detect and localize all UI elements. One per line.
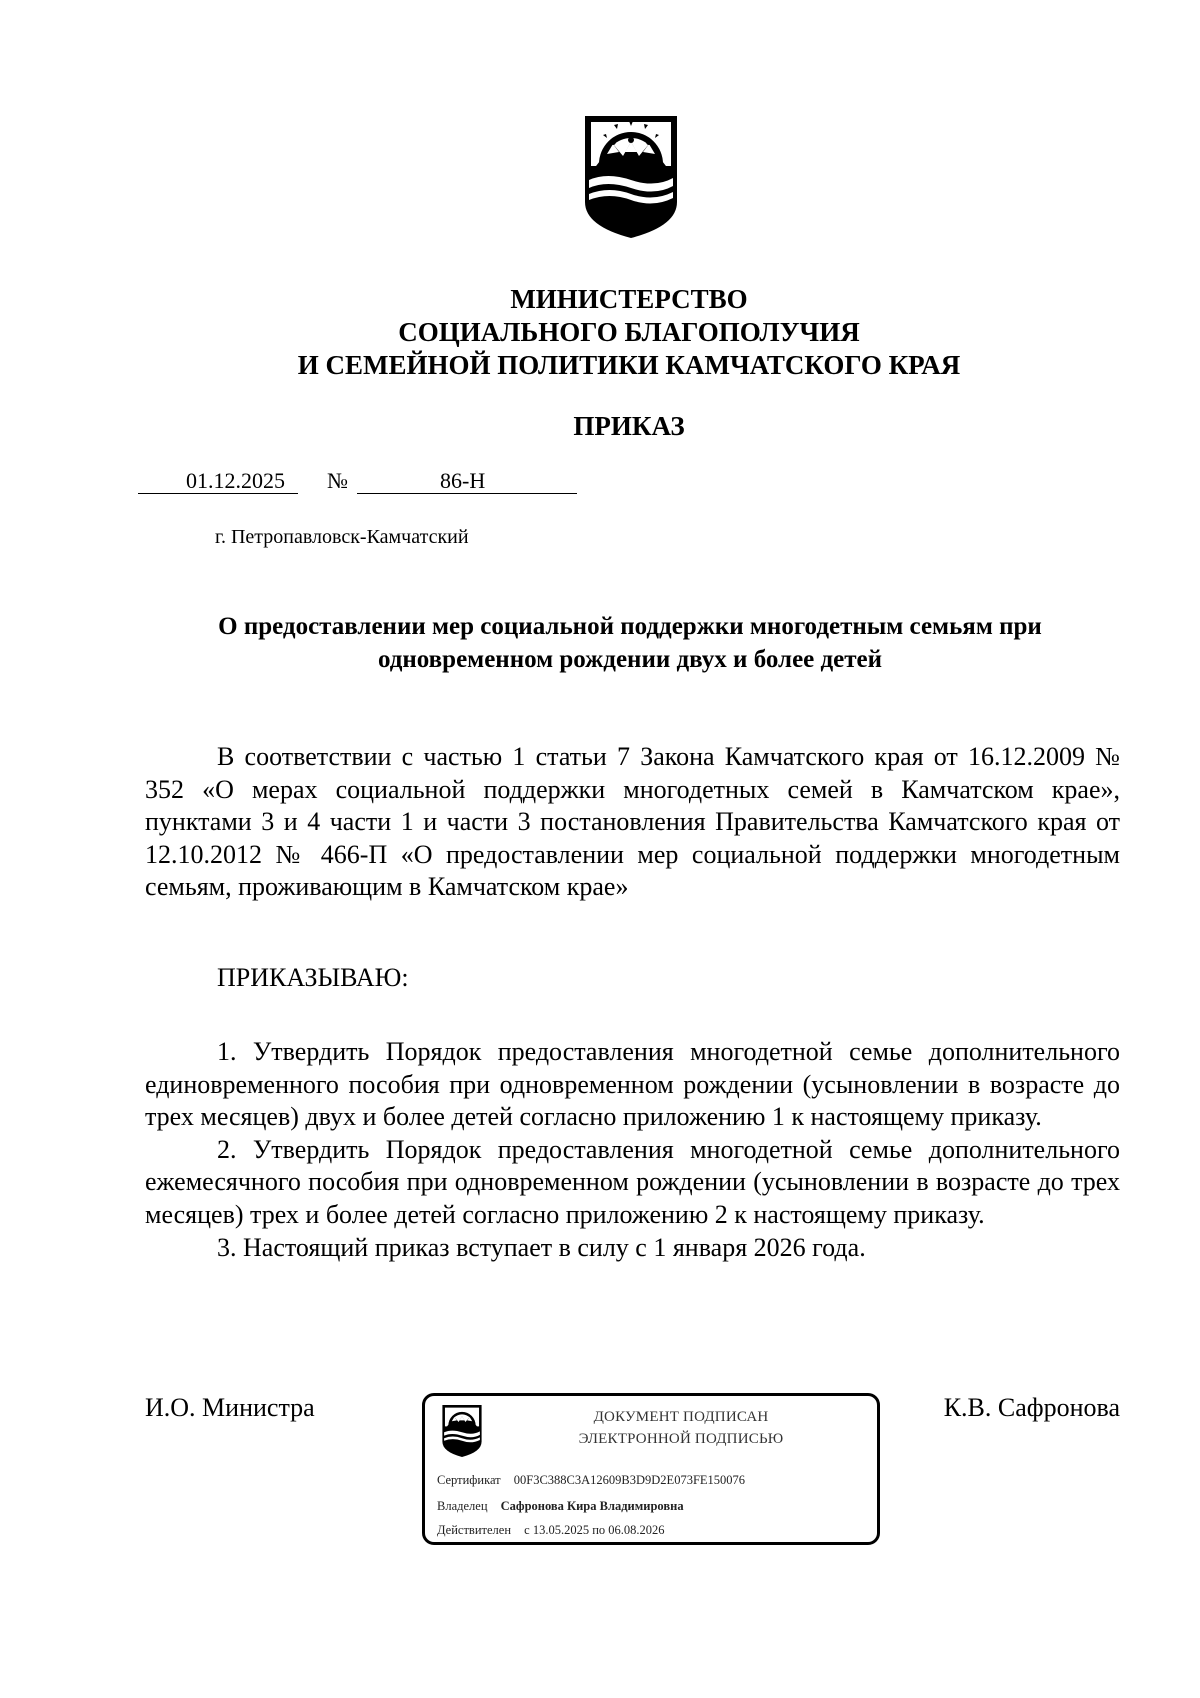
ministry-name-line: СОЦИАЛЬНОГО БЛАГОПОЛУЧИЯ: [398, 317, 860, 347]
order-item: 2. Утвердить Порядок предоставления многодетной семье дополнительного ежемесячного пособия при одновременном рождении (усыновлении в возрасте до трех месяцев) трех и более детей согласно приложению 2 к настоящему приказу.: [145, 1134, 1120, 1229]
ministry-name: [0, 283, 1200, 382]
ministry-name-line: МИНИСТЕРСТВО: [510, 284, 748, 314]
order-date: 01.12.2025: [186, 468, 285, 493]
signatory-role: И.О. Министра: [145, 1393, 315, 1422]
stamp-owner-row: [437, 1498, 684, 1514]
preamble: В соответствии с частью 1 статьи 7 Закона Камчатского края от 16.12.2009 № 352 «О мерах социальной поддержки многодетных семей в Камчатском крае», пунктами 3 и 4 части 1 и части 3 постановления Правительства Камчатского края от 12.10.2012 № 466-П «О предоставлении мер социальной поддержки многодетным семьям, проживающим в Камчатском крае»: [145, 742, 1120, 902]
stamp-heading-line: ЭЛЕКТРОННОЙ ПОДПИСЬЮ: [578, 1431, 784, 1447]
stamp-certificate-row: [437, 1472, 745, 1488]
city: г. Петропавловск-Камчатский: [215, 526, 469, 548]
order-item: 1. Утвердить Порядок предоставления многодетной семье дополнительного единовременного пособия при одновременном рождении (усыновлении в возрасте до трех месяцев) двух и более детей согласно приложению 1 к настоящему приказу.: [145, 1037, 1120, 1132]
signatory-name: К.В. Сафронова: [943, 1393, 1120, 1422]
owner-label: Владелец: [437, 1499, 488, 1513]
electronic-signature-stamp: [422, 1393, 880, 1545]
order-items: [145, 1036, 1120, 1264]
order-number: 86-Н: [440, 468, 486, 493]
decree-word: ПРИКАЗЫВАЮ:: [217, 963, 409, 992]
kamchatka-coat-of-arms-icon: [577, 114, 685, 240]
certificate-value: 00F3C388C3A12609B3D9D2E073FE150076: [513, 1473, 746, 1487]
ministry-name-line: И СЕМЕЙНОЙ ПОЛИТИКИ КАМЧАТСКОГО КРАЯ: [297, 350, 961, 380]
stamp-coat-of-arms-icon: [439, 1404, 485, 1458]
order-subject: О предоставлении мер социальной поддержки многодетным семьям при одновременном рождении двух и более детей: [218, 613, 1042, 673]
number-sign: №: [327, 468, 348, 493]
stamp-heading-line: ДОКУМЕНТ ПОДПИСАН: [593, 1409, 769, 1425]
certificate-label: Сертификат: [437, 1473, 501, 1487]
validity-label: Действителен: [437, 1523, 512, 1537]
stamp-heading: [485, 1406, 877, 1450]
stamp-validity-row: [437, 1522, 665, 1538]
document-type: ПРИКАЗ: [573, 411, 685, 441]
validity-value: с 13.05.2025 по 06.08.2026: [524, 1523, 665, 1537]
owner-value: Сафронова Кира Владимировна: [500, 1499, 684, 1513]
order-date-number: [150, 468, 580, 496]
order-item: 3. Настоящий приказ вступает в силу с 1 января 2026 года.: [217, 1232, 866, 1262]
